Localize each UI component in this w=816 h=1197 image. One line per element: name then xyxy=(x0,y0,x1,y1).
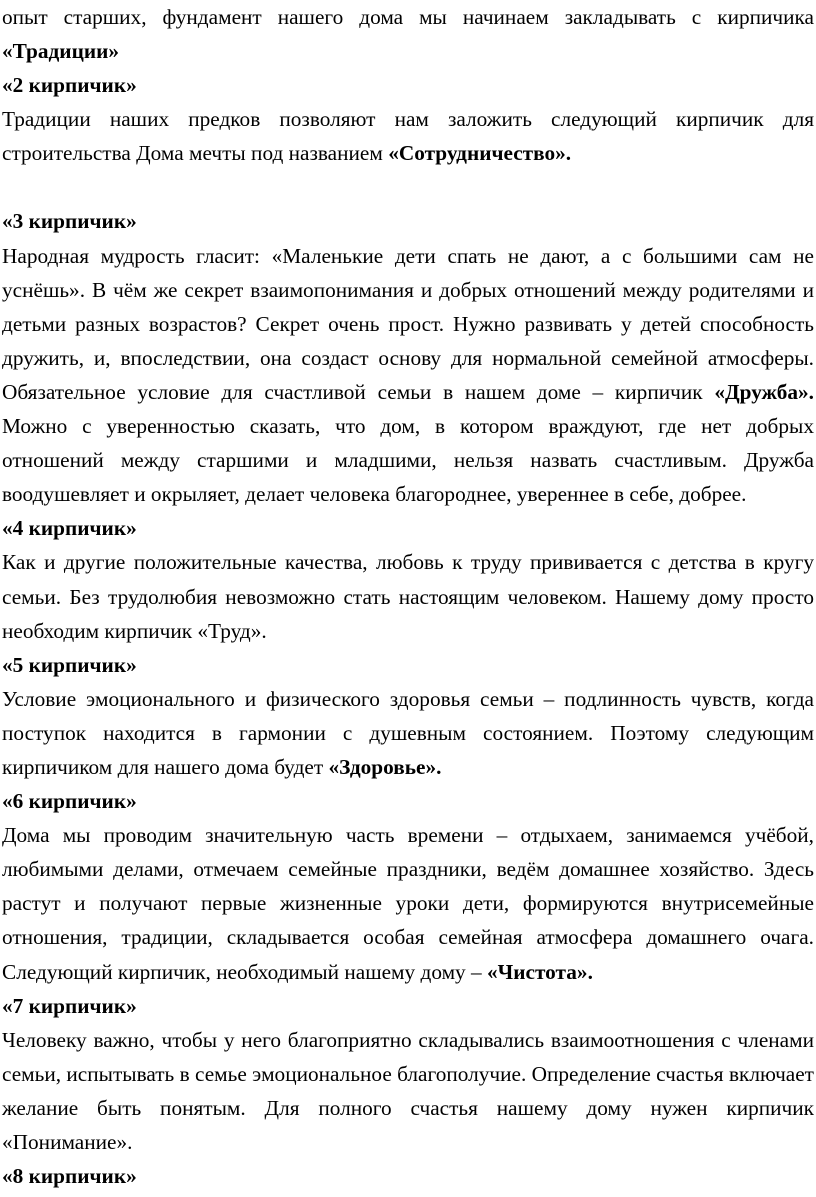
section-paragraph-3 xyxy=(2,239,814,512)
section-text-after: Можно с уверенностью сказать, что дом, в котором враждуют, где нет добрых отношений между старшими и младшими, нельзя назвать счастливым. Дружба воодушевляет и окрыляет, делает человека благороднее, увереннее в себе, добрее. xyxy=(2,414,814,507)
section-text: Как и другие положительные качества, любовь к труду прививается с детства в кругу семьи. Без трудолюбия невозможно стать настоящим человеком. Нашему дому просто необходим кирпичик «Труд». xyxy=(2,550,814,643)
section-heading-5: «5 кирпичик» xyxy=(2,652,137,677)
section-paragraph-4 xyxy=(2,545,814,647)
section-text: Традиции наших предков позволяют нам заложить следующий кирпичик для строительства Дома мечты под названием xyxy=(2,107,814,166)
section-brick: «Здоровье». xyxy=(328,754,442,779)
intro-paragraph xyxy=(2,0,814,68)
section-heading-4: «4 кирпичик» xyxy=(2,516,137,541)
section-brick: «Чистота». xyxy=(487,959,593,984)
section-paragraph-6 xyxy=(2,818,814,988)
section-brick: «Сотрудничество». xyxy=(388,141,572,166)
intro-brick: «Традиции» xyxy=(2,39,120,64)
blank-line xyxy=(2,170,814,204)
section-text: Условие эмоционального и физического здоровья семьи – подлинность чувств, когда поступок находится в гармонии с душевным состоянием. Поэтому следующим кирпичиком для нашего дома будет xyxy=(2,686,814,779)
section-brick: «Дружба». xyxy=(714,379,814,404)
section-text: Человеку важно, чтобы у него благоприятно складывались взаимоотношения с членами семьи, испытывать в семье эмоциональное благополучие. Определение счастья включает желание быть понятым. Для полного счастья нашему дому нужен кирпичик «Понимание». xyxy=(2,1027,814,1154)
section-text: Народная мудрость гласит: «Маленькие дети спать не дают, а с большими сам не уснёшь». В чём же секрет взаимопонимания и добрых отношений между родителями и детьми разных возрастов? Секрет очень прост. Нужно развивать у детей способность дружить, и, впоследствии, она создаст основу для нормальной семейной атмосферы. Обязательное условие для счастливой семьи в нашем доме – кирпичик xyxy=(2,243,814,404)
section-text: Дома мы проводим значительную часть времени – отдыхаем, занимаемся учёбой, любимыми делами, отмечаем семейные праздники, ведём домашнее хозяйство. Здесь растут и получают первые жизненные уроки дети, формируются внутрисемейные отношения, традиции, складывается особая семейная атмосфера домашнего очага. Следующий кирпичик, необходимый нашему дому – xyxy=(2,823,814,984)
section-paragraph-2 xyxy=(2,102,814,170)
section-heading-2: «2 кирпичик» xyxy=(2,73,137,98)
section-paragraph-7 xyxy=(2,1023,814,1159)
section-heading-7: «7 кирпичик» xyxy=(2,993,137,1018)
section-paragraph-5 xyxy=(2,682,814,784)
intro-text: опыт старших, фундамент нашего дома мы начинаем закладывать с кирпичика xyxy=(2,5,814,29)
section-heading-6: «6 кирпичик» xyxy=(2,789,137,814)
section-heading-8: «8 кирпичик» xyxy=(2,1164,137,1189)
section-heading-3: «3 кирпичик» xyxy=(2,209,137,234)
